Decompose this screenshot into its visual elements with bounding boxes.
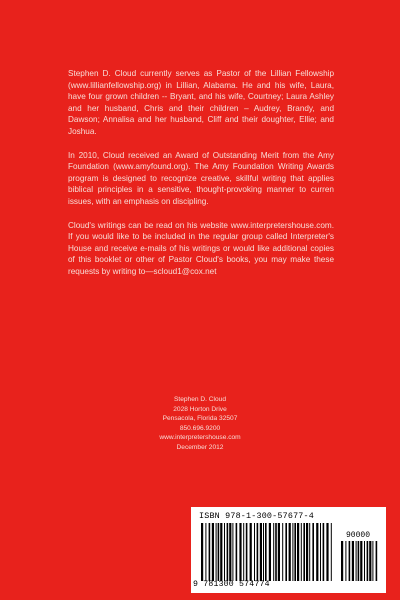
barcode-bar: [205, 523, 206, 581]
barcode-bar: [345, 541, 346, 581]
author-bio: [68, 68, 334, 290]
barcode-bar: [364, 541, 365, 581]
barcode-bar: [278, 523, 280, 581]
barcode-bar: [312, 523, 314, 581]
barcode-bar: [216, 523, 217, 581]
barcode-bar: [372, 541, 373, 581]
isbn-label: ISBN 978-1-300-57677-4: [199, 511, 314, 521]
barcode-bar: [352, 541, 354, 581]
address-website: www.interpretershouse.com: [159, 434, 241, 442]
ean-digits: 9 781300 574774: [193, 580, 270, 589]
bio-paragraph-1: Stephen D. Cloud currently serves as Pastor of the Lillian Fellowship (www.lillianfellowship.org) in Lillian, Alabama. He and his wife, Laura, have four grown children -- Bryant, and his wife, Courtney; Laura Ashley and her husband, Chris and their children – Audrey, Brandy, and Dawson; Annalisa and her husband, Cliff and their doughter, Ellie; and Joshua.: [68, 69, 334, 136]
barcode-bar: [227, 523, 229, 581]
address-street: 2028 Horton Drive: [173, 405, 227, 413]
barcode-bar: [349, 541, 351, 581]
barcode-bar: [236, 523, 238, 581]
barcode-bar: [316, 523, 318, 581]
barcode-bar: [269, 523, 271, 581]
barcode-bar: [367, 541, 369, 581]
barcode-bar: [265, 523, 267, 581]
barcode-bar: [289, 523, 291, 581]
address-name: Stephen D. Cloud: [173, 396, 227, 403]
barcode-bar: [260, 523, 262, 581]
bio-paragraph-3: Cloud's writings can be read on his website www.interpretershouse.com. If you would like to be included in the regular group called Interpreter's House and receive e-mails of his writings or would like additional copies of this booklet or other of Pastor Cloud's books, you may make these requests by writing to—scloud1@cox.net: [68, 220, 334, 276]
barcode-bar: [303, 523, 305, 581]
barcode-bar: [323, 523, 325, 581]
barcode-bar: [275, 523, 277, 581]
barcode-bar: [224, 523, 225, 581]
barcode-bar: [309, 523, 310, 581]
barcode-bar: [301, 523, 302, 581]
barcode-bar: [360, 541, 362, 581]
barcode-bar: [331, 523, 332, 581]
address-phone: 850.696.9200: [179, 424, 221, 432]
barcode-bar: [273, 523, 274, 581]
barcode-bar: [341, 541, 343, 581]
barcode-bar: [257, 523, 259, 581]
barcode-bar: [326, 523, 328, 581]
barcode-bar: [250, 523, 252, 581]
bio-paragraph-2: In 2010, Cloud received an Award of Outstanding Merit from the Amy Foundation (www.amyfound.org). The Amy Foundation Writing Awards program is designed to recognize creative, skillful writing that applies biblical principles in a sensitive, thought-provoking manner to curren issues, with an emphasis on discipling.: [68, 150, 334, 206]
barcode-bar: [239, 523, 241, 581]
barcode-bar: [201, 523, 203, 581]
barcode-bar: [229, 523, 231, 581]
barcode-bar: [356, 541, 357, 581]
address-city: Pensacola, Florida 32507: [162, 415, 238, 423]
barcode-bar: [376, 541, 378, 581]
barcode-bar: [212, 523, 214, 581]
barcode-bar: [254, 523, 255, 581]
barcode-bar: [306, 523, 308, 581]
contact-address: [130, 395, 270, 453]
address-date: December 2012: [176, 443, 224, 451]
barcode-bar: [218, 523, 220, 581]
barcode-bar: [285, 523, 287, 581]
barcode-bar: [246, 523, 248, 581]
barcode-bar: [320, 523, 321, 581]
barcode-bar: [232, 523, 233, 581]
barcode-bar: [292, 523, 293, 581]
barcode-bar: [358, 541, 360, 581]
barcode-bar: [220, 523, 222, 581]
isbn-barcode: [191, 507, 386, 593]
barcode-bar: [263, 523, 264, 581]
barcode-bar: [282, 523, 283, 581]
barcode-bar: [369, 541, 371, 581]
price-code: 90000: [346, 531, 371, 540]
barcode-bar: [297, 523, 299, 581]
barcode-bar: [243, 523, 244, 581]
barcode-bar: [209, 523, 211, 581]
barcode-bar: [294, 523, 296, 581]
